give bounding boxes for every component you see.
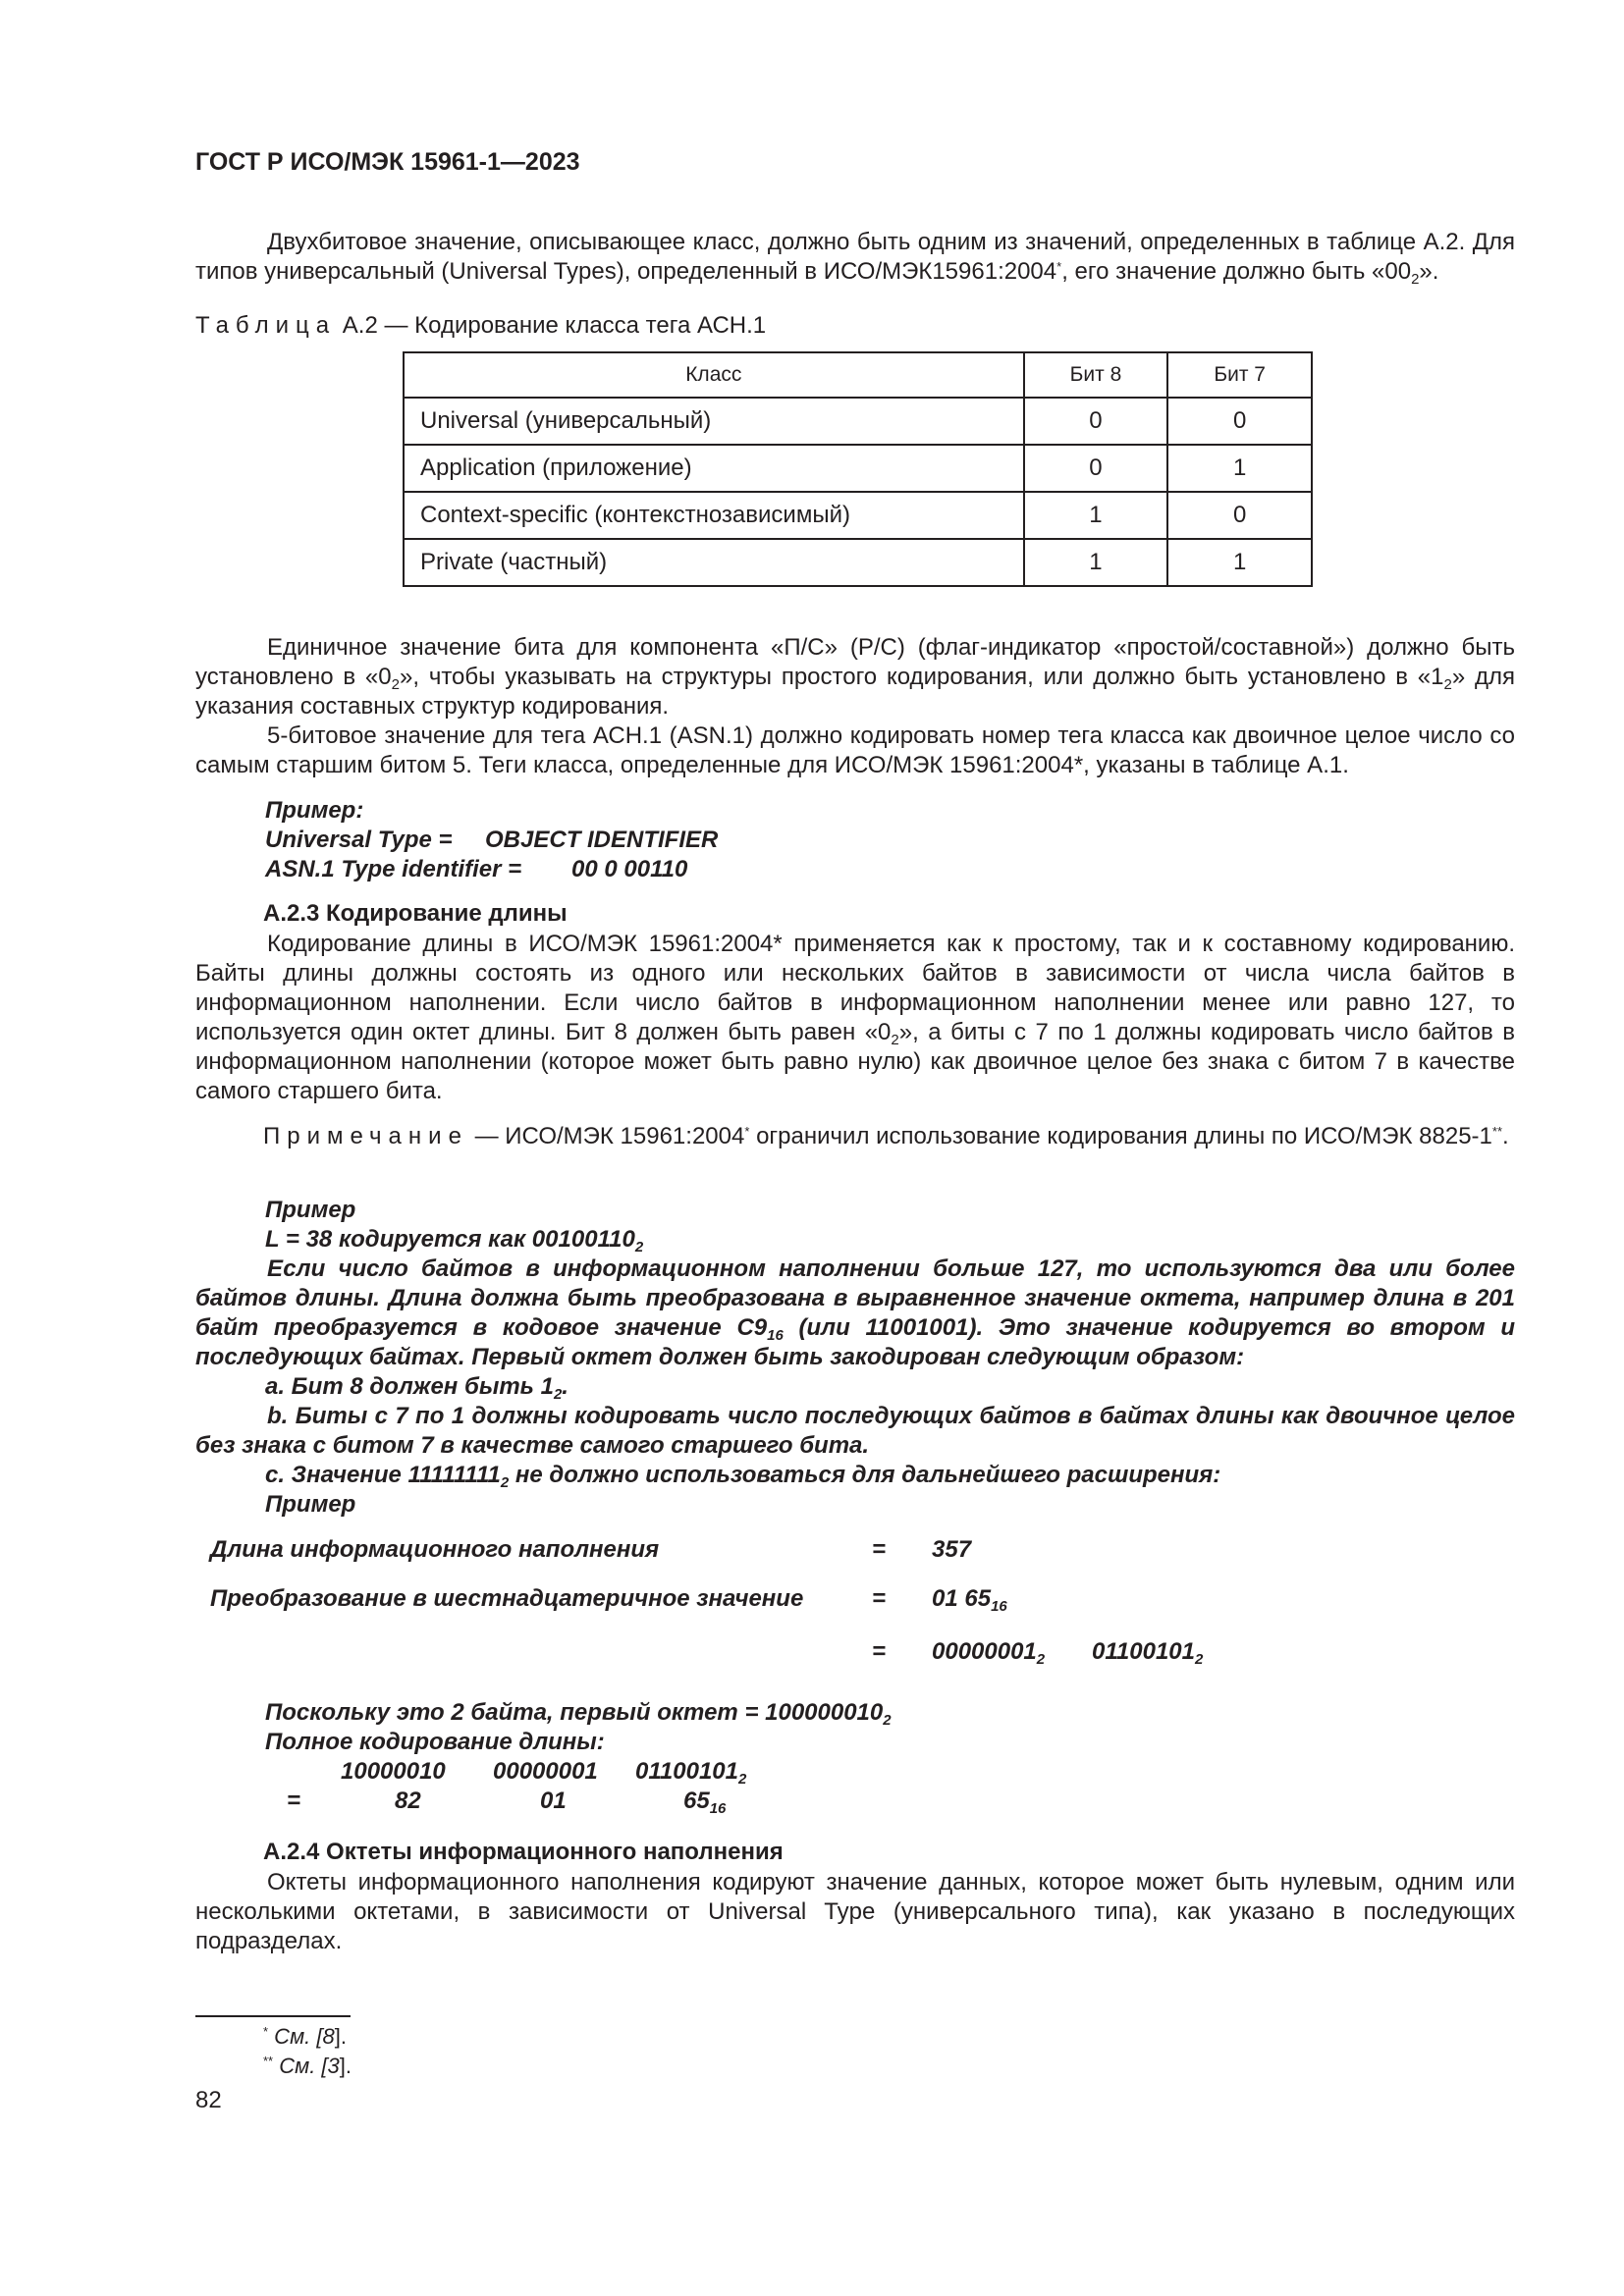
binary-value: 00000001 [493,1758,598,1785]
hex-value: 01 [540,1788,567,1814]
standard-header: ГОСТ Р ИСО/МЭК 15961-1—2023 [195,148,580,176]
example-line-value: OBJECT IDENTIFIER [485,827,719,853]
table-cell: Application (приложение) [404,445,1024,492]
calc-equals: = [872,1638,887,1665]
full-encoding-label: Полное кодирование длины: [265,1729,605,1755]
example-title: Пример [265,1197,356,1223]
binary-value: 10000010 [341,1758,446,1785]
table-cell: Context-specific (контекстнозависимый) [404,492,1024,539]
table-row [404,539,1312,586]
table-cell: 1 [1024,492,1168,539]
footnote: * См. [8]. [263,2024,347,2049]
list-item: b. Биты с 7 по 1 должны кодировать число последующих байтов в байтах длины как двоичное целое без знака с битом 7 в качестве самого старшего бита. [195,1403,1515,1459]
intro-paragraph: Двухбитовое значение, описывающее класс, должно быть одним из значений, определенных в таблице А.2. Для типов универсальный (Universal Types), определенный в ИСО/МЭК15961:2004*, его значение должно быть «$00_2$». [195,229,1515,288]
calc-value: 01 $65_{16}$ [932,1585,1007,1615]
calc-equals: = [287,1788,301,1814]
table-cell: Universal (универсальный) [404,398,1024,445]
content-octets-paragraph: Октеты информационного наполнения кодируют значение данных, которое может быть нулевым, одним или несколькими октетами, в зависимости от Universal Type (универсального типа), как указано в последующих подразделах. [195,1869,1515,1954]
table-cell: Private (частный) [404,539,1024,586]
section-heading-a23: А.2.3 Кодирование длины [263,900,568,927]
example-line-label: Universal Type = [265,827,453,853]
list-item: с. Значение $11111111_2$ не должно использоваться для дальнейшего расширения: [265,1462,1221,1491]
table-cell: 0 [1167,398,1312,445]
tag-paragraph: 5-битовое значение для тега АСН.1 (ASN.1) должно кодировать номер тега класса как двоичное целое число со самым старшим битом 5. Теги класса, определенные для ИСО/МЭК 15961:2004*, указаны в таблице А.1. [195,722,1515,778]
calc-equals: = [872,1585,887,1612]
example-subtitle: Пример [265,1491,356,1518]
table-cell: 0 [1024,445,1168,492]
table-cell: 1 [1167,445,1312,492]
example-title: Пример: [265,797,364,824]
table-row [404,492,1312,539]
table-row [404,445,1312,492]
table-cell: 1 [1024,539,1168,586]
header-cell: Бит 8 [1024,352,1168,398]
footnote: ** См. [3]. [263,2054,352,2078]
note-paragraph: Примечание — ИСО/МЭК 15961:2004* ограничил использование кодирования длины по ИСО/МЭК 8825-1**. [263,1123,1509,1149]
table-cell: 0 [1167,492,1312,539]
pc-flag-paragraph: Единичное значение бита для компонента «П/С» (P/C) (флаг-индикатор «простой/составной») должно быть установлено в «$0_2$», чтобы указывать на структуры простого кодирования, или должно быть установлено в «$1_2$» для указания составных структур кодирования. [195,634,1516,720]
table-row [404,398,1312,445]
binary-value: $01100101_2$ [635,1758,747,1788]
footnote-rule [195,2015,351,2017]
calc-label: Длина информационного наполнения [210,1536,660,1563]
example-explanation: Если число байтов в информационном наполнении больше 127, то используются два или более байтов длины. Длина должна быть преобразована в выравненное значение октета, например длина в 201 байт преобразуется в кодовое значение $C9_{16}$ (или 11001001). Это значение кодируется во втором и последующих байтах. Первый октет должен быть закодирован следующим образом: [195,1255,1515,1370]
hex-value: 82 [395,1788,421,1814]
hex-value: $65_{16}$ [683,1788,727,1817]
length-encoding-paragraph: Кодирование длины в ИСО/МЭК 15961:2004* применяется как к простому, так и к составному кодированию. Байты длины должны состоять из одного или нескольких байтов в зависимости от числа числа байтов в информационном наполнении. Если число байтов в информационном наполнении менее или равно 127, то используется один октет длины. Бит 8 должен быть равен «$0_2$», а биты с 7 по 1 должны кодировать число байтов в информационном наполнении (которое может быть равно нулю) как двоичное целое без знака с битом 7 в качестве самого старшего бита. [195,931,1516,1104]
table-caption: Таблица А.2 — Кодирование класса тега АСН.1 [195,312,767,339]
table-cell: 0 [1024,398,1168,445]
header-cell: Бит 7 [1167,352,1312,398]
example-length-line: L = 38 кодируется как $00100110_2$ [265,1226,644,1255]
calc-label: Преобразование в шестнадцатеричное значение [210,1585,804,1612]
class-encoding-table [403,351,1313,587]
example-line-label: ASN.1 Type identifier = [265,856,522,882]
calc-value: 357 [932,1536,972,1563]
page-number: 82 [195,2087,222,2113]
first-octet-line: Поскольку это 2 байта, первый октет = $100000010_2$ [265,1699,892,1729]
table-header-row [404,352,1312,398]
table-cell: 1 [1167,539,1312,586]
calc-value: $00000001_2$ [932,1638,1046,1668]
section-heading-a24: А.2.4 Октеты информационного наполнения [263,1839,784,1865]
calc-value: $01100101_2$ [1092,1638,1204,1668]
example-line-value: 00 0 00110 [571,856,688,882]
calc-equals: = [872,1536,887,1563]
header-cell: Класс [404,352,1024,398]
list-item: а. Бит 8 должен быть $1_2$. [265,1373,568,1403]
